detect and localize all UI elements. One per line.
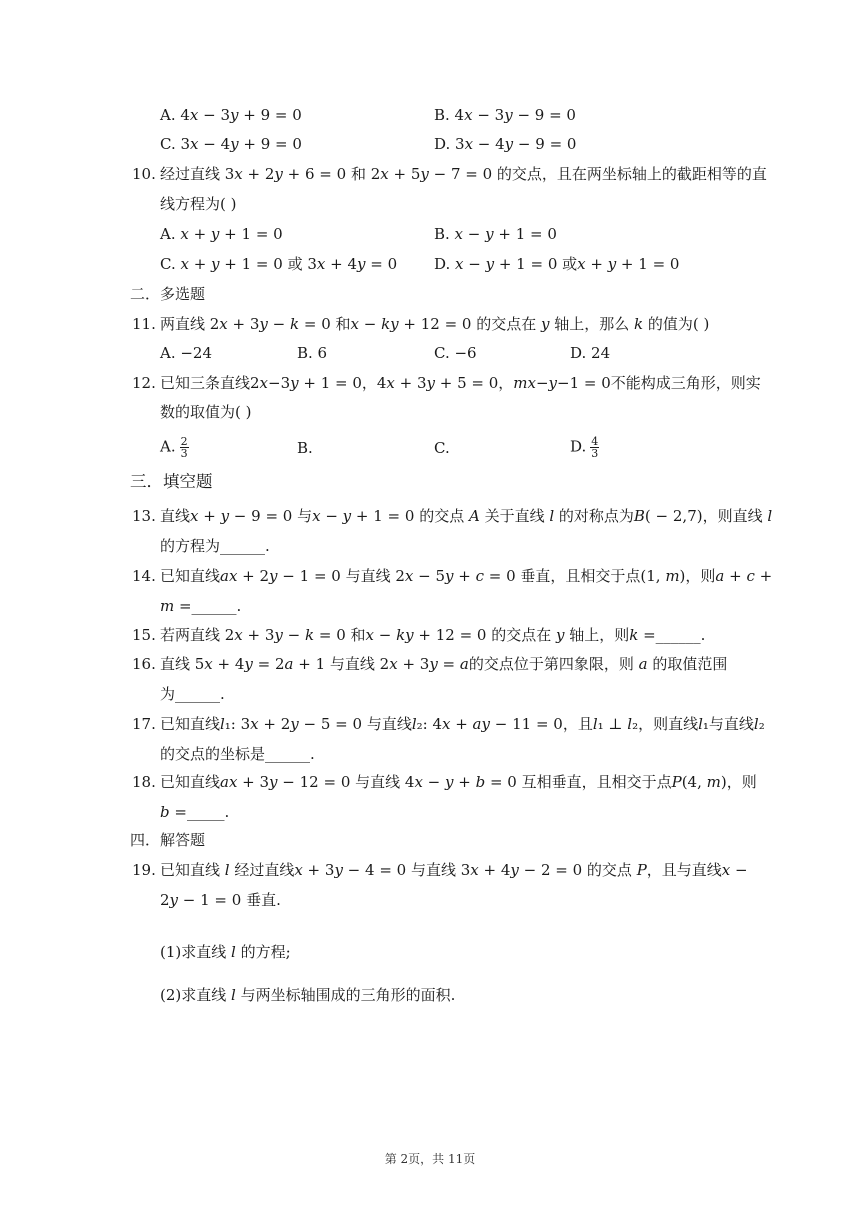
q17-number: 17.	[132, 715, 156, 733]
section-heading-multiple-choice: 二．多选题	[130, 285, 206, 303]
q12-option-a	[160, 436, 189, 459]
q19-part1: (1)求直线 𝑙 的方程;	[160, 943, 291, 961]
q12-option-a-label: A.	[160, 437, 176, 456]
q15-stem: 若两直线 2𝑥 + 3𝑦 − 𝑘 = 0 和𝑥 − 𝑘𝑦 + 12 = 0 的交点在 𝑦 轴上，则𝑘 =______.	[160, 626, 706, 644]
q18-stem-line1: 已知直线𝑎𝑥 + 3𝑦 − 12 = 0 与直线 4𝑥 − 𝑦 + 𝑏 = 0 互相垂直，且相交于点𝑃(4, 𝑚)，则	[160, 773, 757, 791]
q12-option-d-label: D.	[570, 437, 587, 456]
q19-number: 19.	[132, 861, 156, 879]
q12-stem-line2: 数的取值为( )	[160, 403, 252, 421]
q9-option-c: C. 3𝑥 − 4𝑦 + 9 = 0	[160, 135, 302, 153]
q18-stem-line2: 𝑏 =_____.	[160, 803, 230, 821]
q11-stem: 两直线 2𝑥 + 3𝑦 − 𝑘 = 0 和𝑥 − 𝑘𝑦 + 12 = 0 的交点在 𝑦 轴上，那么 𝑘 的值为( )	[160, 315, 710, 333]
q12-number: 12.	[132, 374, 156, 392]
q12-option-d	[570, 436, 599, 459]
q12-option-d-fraction	[590, 436, 599, 459]
q14-number: 14.	[132, 567, 156, 585]
fraction-denominator: 3	[591, 447, 599, 460]
q9-option-a: A. 4𝑥 − 3𝑦 + 9 = 0	[160, 106, 302, 124]
fraction-numerator: 2	[180, 435, 188, 448]
q17-stem-line1: 已知直线𝑙₁: 3𝑥 + 2𝑦 − 5 = 0 与直线𝑙₂: 4𝑥 + 𝑎𝑦 − 11 = 0，且𝑙₁ ⊥ 𝑙₂，则直线𝑙₁与直线𝑙₂	[160, 715, 765, 733]
q10-number: 10.	[132, 165, 156, 183]
q12-stem-line1: 已知三条直线2𝑥−3𝑦 + 1 = 0，4𝑥 + 3𝑦 + 5 = 0，𝑚𝑥−𝑦−1 = 0不能构成三角形，则实	[160, 374, 761, 392]
section-heading-fill-in: 三．填空题	[130, 472, 213, 491]
q11-option-a: A. −24	[160, 344, 213, 362]
q12-option-c: C.	[434, 439, 450, 457]
section-heading-answer: 四．解答题	[130, 831, 206, 849]
q16-number: 16.	[132, 655, 156, 673]
q16-stem-line1: 直线 5𝑥 + 4𝑦 = 2𝑎 + 1 与直线 2𝑥 + 3𝑦 = 𝑎的交点位于第四象限，则 𝑎 的取值范围	[160, 655, 728, 673]
q11-number: 11.	[132, 315, 156, 333]
q10-option-a: A. 𝑥 + 𝑦 + 1 = 0	[160, 225, 283, 243]
q12-option-a-fraction	[180, 436, 189, 459]
q19-stem-line1: 已知直线 𝑙 经过直线𝑥 + 3𝑦 − 4 = 0 与直线 3𝑥 + 4𝑦 − 2 = 0 的交点 𝑃，且与直线𝑥 −	[160, 861, 748, 879]
q16-stem-line2: 为______.	[160, 685, 225, 703]
q14-stem-line1: 已知直线𝑎𝑥 + 2𝑦 − 1 = 0 与直线 2𝑥 − 5𝑦 + 𝑐 = 0 垂直，且相交于点(1, 𝑚)，则𝑎 + 𝑐 +	[160, 567, 773, 585]
q12-option-b: B.	[297, 439, 313, 457]
q9-option-b: B. 4𝑥 − 3𝑦 − 9 = 0	[434, 106, 576, 124]
q14-stem-line2: 𝑚 =______.	[160, 597, 242, 615]
q19-stem-line2: 2𝑦 − 1 = 0 垂直.	[160, 891, 281, 909]
q10-option-c: C. 𝑥 + 𝑦 + 1 = 0 或 3𝑥 + 4𝑦 = 0	[160, 255, 398, 273]
q13-stem-line1: 直线𝑥 + 𝑦 − 9 = 0 与𝑥 − 𝑦 + 1 = 0 的交点 𝐴 关于直线 𝑙 的对称点为𝐵( − 2,7)，则直线 𝑙	[160, 507, 773, 525]
page-number-footer: 第 2页，共 11页	[384, 1152, 476, 1166]
q19-part2: (2)求直线 𝑙 与两坐标轴围成的三角形的面积.	[160, 986, 456, 1004]
q11-option-d: D. 24	[570, 344, 611, 362]
q10-stem-line2: 线方程为( )	[160, 195, 237, 213]
q13-stem-line2: 的方程为______.	[160, 537, 270, 555]
q10-option-d: D. 𝑥 − 𝑦 + 1 = 0 或𝑥 + 𝑦 + 1 = 0	[434, 255, 680, 273]
q17-stem-line2: 的交点的坐标是______.	[160, 745, 315, 763]
q18-number: 18.	[132, 773, 156, 791]
q10-stem-line1: 经过直线 3𝑥 + 2𝑦 + 6 = 0 和 2𝑥 + 5𝑦 − 7 = 0 的交点，且在两坐标轴上的截距相等的直	[160, 165, 767, 183]
q9-option-d: D. 3𝑥 − 4𝑦 − 9 = 0	[434, 135, 577, 153]
q10-option-b: B. 𝑥 − 𝑦 + 1 = 0	[434, 225, 557, 243]
q15-number: 15.	[132, 626, 156, 644]
fraction-denominator: 3	[180, 447, 188, 460]
fraction-numerator: 4	[591, 435, 599, 448]
q13-number: 13.	[132, 507, 156, 525]
q11-option-c: C. −6	[434, 344, 477, 362]
q11-option-b: B. 6	[297, 344, 328, 362]
